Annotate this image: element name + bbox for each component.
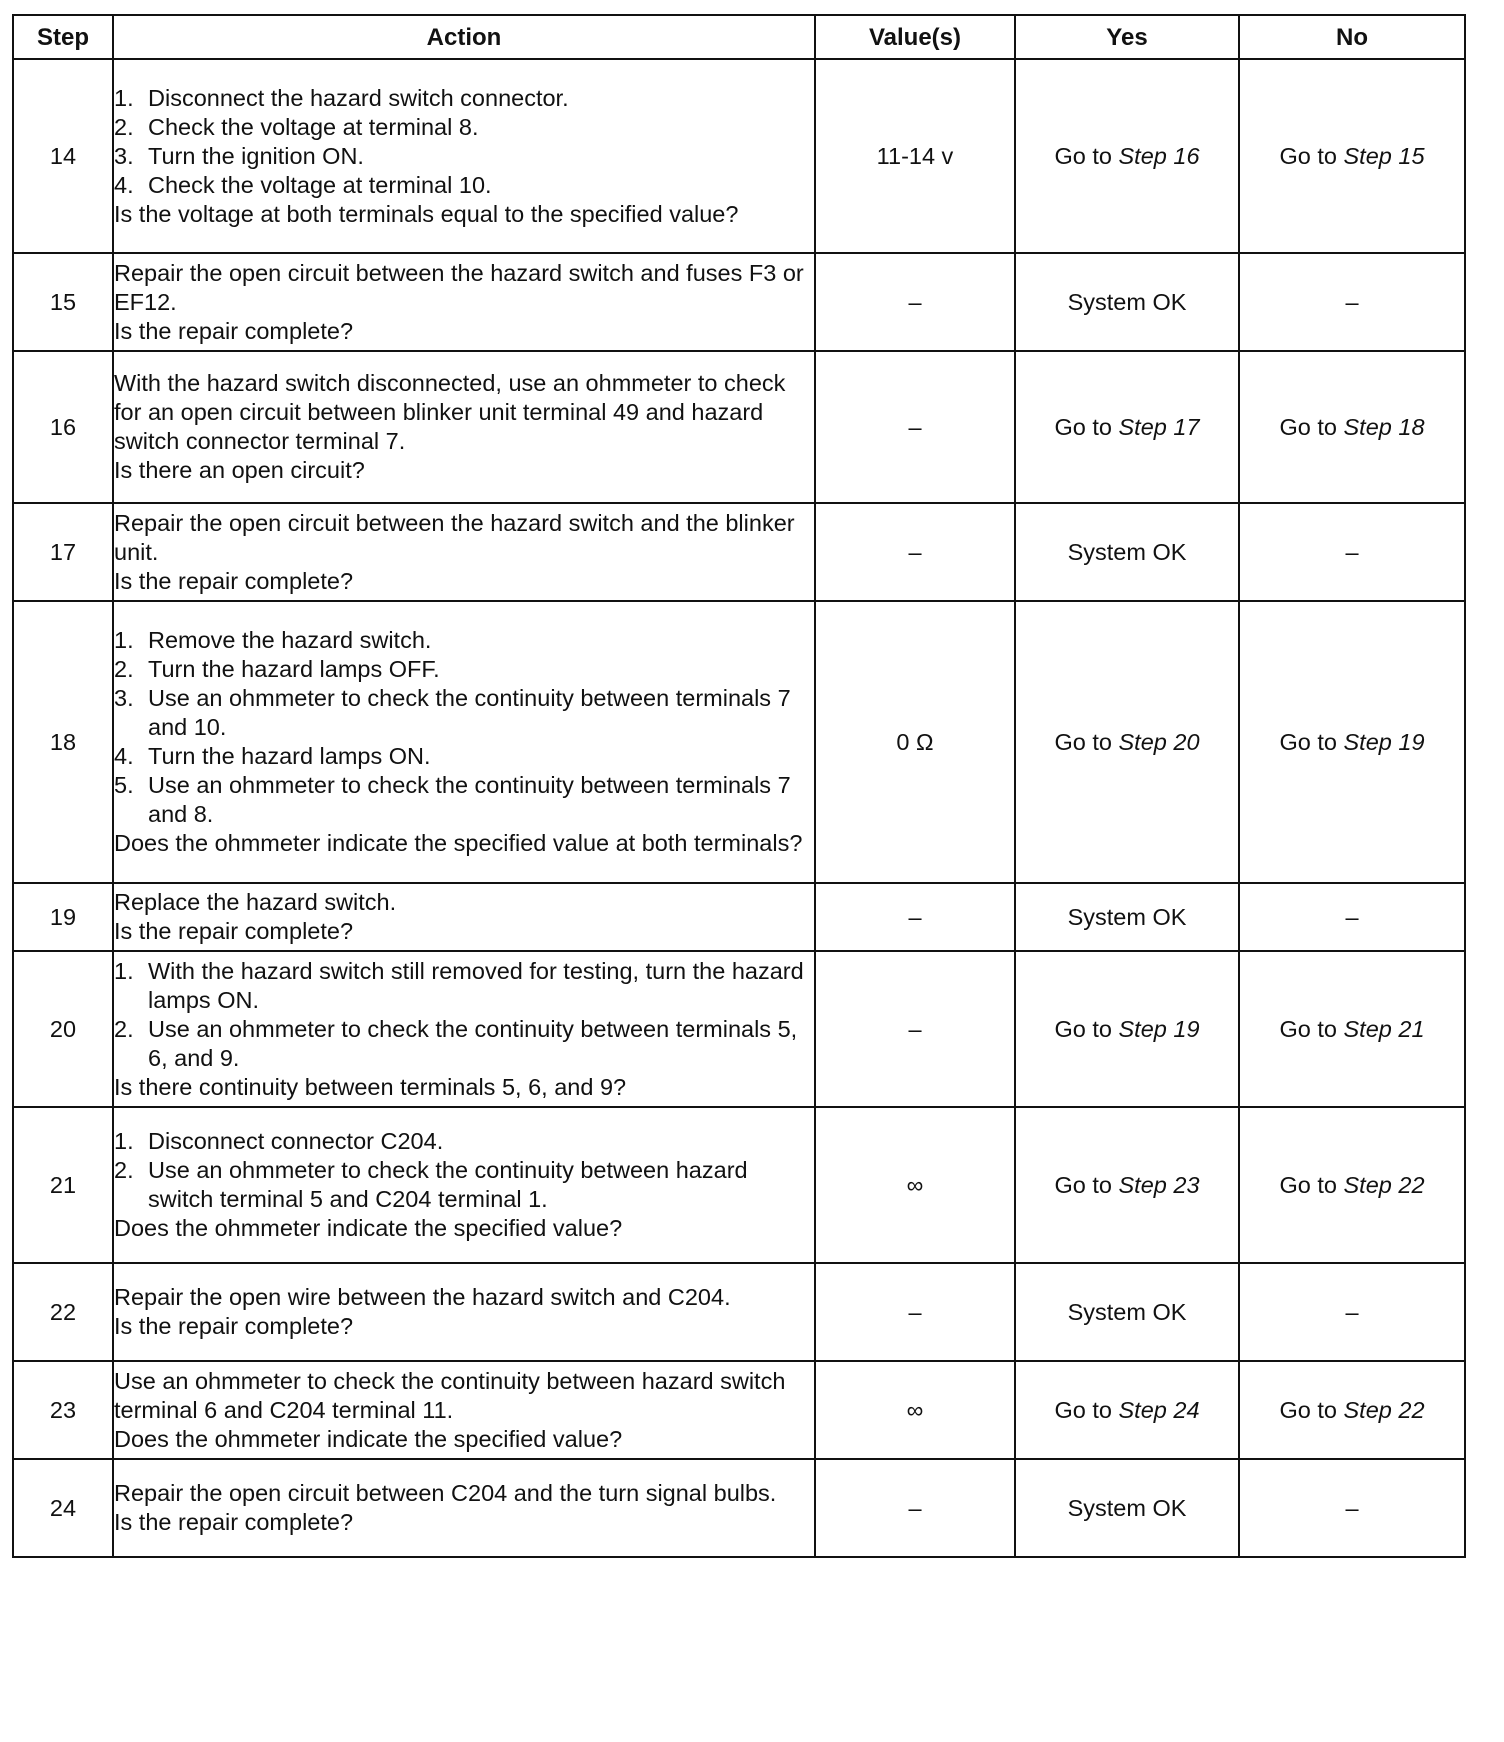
action-text: Use an ohmmeter to check the continuity between hazard switch terminal 6 and C204 terminal 11. xyxy=(114,1367,786,1423)
action-step-text: Remove the hazard switch. xyxy=(148,627,432,653)
value-cell: – xyxy=(815,253,1015,351)
value-cell: – xyxy=(815,351,1015,503)
table-row xyxy=(13,1361,1465,1459)
action-step xyxy=(114,771,814,829)
step-number: 23 xyxy=(13,1361,113,1459)
action-step-number: 2. xyxy=(114,1015,134,1042)
action-question: Does the ohmmeter indicate the specified value at both terminals? xyxy=(114,830,803,856)
goto-prefix: Go to xyxy=(1054,1171,1119,1198)
yes-step-link: Step 20 xyxy=(1118,728,1200,755)
step-number: 20 xyxy=(13,951,113,1107)
header-row xyxy=(13,15,1465,59)
no-cell xyxy=(1239,351,1465,503)
table-row xyxy=(13,503,1465,601)
action-step-text: Turn the hazard lamps ON. xyxy=(148,743,431,769)
table-row xyxy=(13,1459,1465,1557)
header-step: Step xyxy=(13,15,113,59)
action-step-number: 1. xyxy=(114,627,134,653)
action-text: Repair the open circuit between the hazard switch and fuses F3 or EF12. xyxy=(114,259,804,315)
action-cell xyxy=(113,351,815,503)
action-step-text: Use an ohmmeter to check the continuity between hazard switch terminal 5 and C204 terminal 1. xyxy=(148,1157,748,1212)
goto-prefix: Go to xyxy=(1054,413,1119,440)
action-step-text: Disconnect the hazard switch connector. xyxy=(148,84,569,111)
action-step xyxy=(114,113,814,142)
value-cell: 11-14 v xyxy=(815,59,1015,253)
yes-step-link: Step 17 xyxy=(1118,413,1200,440)
header-yes: Yes xyxy=(1015,15,1239,59)
action-cell xyxy=(113,1263,815,1361)
goto-prefix: Go to xyxy=(1279,1171,1344,1198)
action-step-number: 3. xyxy=(114,685,134,711)
yes-cell xyxy=(1015,1107,1239,1263)
action-question: Is the repair complete? xyxy=(114,1509,354,1535)
action-step-text: Use an ohmmeter to check the continuity between terminals 7 and 10. xyxy=(148,685,791,740)
header-action: Action xyxy=(113,15,815,59)
yes-result: System OK xyxy=(1067,288,1187,315)
yes-step-link: Step 23 xyxy=(1118,1171,1200,1198)
yes-step-link: Step 19 xyxy=(1118,1015,1200,1042)
table-row xyxy=(13,601,1465,883)
action-step-number: 2. xyxy=(114,656,134,682)
action-step xyxy=(114,84,814,113)
value-cell: – xyxy=(815,883,1015,951)
action-cell xyxy=(113,503,815,601)
action-step-text: With the hazard switch still removed for testing, turn the hazard lamps ON. xyxy=(148,957,804,1013)
action-step-number: 1. xyxy=(114,84,134,111)
action-step-text: Turn the ignition ON. xyxy=(148,142,364,169)
yes-cell xyxy=(1015,951,1239,1107)
value-cell: ∞ xyxy=(815,1361,1015,1459)
action-step-number: 2. xyxy=(114,113,134,140)
step-number: 19 xyxy=(13,883,113,951)
action-step-number: 3. xyxy=(114,142,134,169)
goto-prefix: Go to xyxy=(1054,728,1119,755)
yes-result: System OK xyxy=(1067,903,1187,930)
action-question: Is the repair complete? xyxy=(114,918,354,944)
goto-prefix: Go to xyxy=(1054,1396,1119,1423)
no-cell xyxy=(1239,883,1465,951)
value-cell: ∞ xyxy=(815,1107,1015,1263)
action-cell xyxy=(113,601,815,883)
goto-prefix: Go to xyxy=(1054,1015,1119,1042)
no-cell xyxy=(1239,1361,1465,1459)
action-text: Repair the open circuit between C204 and the turn signal bulbs. xyxy=(114,1480,777,1506)
value-cell: 0 Ω xyxy=(815,601,1015,883)
action-step xyxy=(114,1015,814,1073)
step-number: 16 xyxy=(13,351,113,503)
yes-cell xyxy=(1015,351,1239,503)
value-cell: – xyxy=(815,951,1015,1107)
action-cell xyxy=(113,1459,815,1557)
step-number: 21 xyxy=(13,1107,113,1263)
no-cell xyxy=(1239,1263,1465,1361)
action-step-number: 4. xyxy=(114,171,134,198)
action-cell xyxy=(113,1361,815,1459)
goto-prefix: Go to xyxy=(1279,142,1344,169)
action-step-number: 2. xyxy=(114,1157,134,1183)
no-cell xyxy=(1239,1459,1465,1557)
action-step-text: Disconnect connector C204. xyxy=(148,1128,444,1154)
step-number: 15 xyxy=(13,253,113,351)
no-cell xyxy=(1239,601,1465,883)
action-cell xyxy=(113,951,815,1107)
action-step-number: 1. xyxy=(114,1128,134,1154)
no-cell xyxy=(1239,503,1465,601)
table-row xyxy=(13,253,1465,351)
action-question: Is the repair complete? xyxy=(114,1313,354,1339)
yes-result: System OK xyxy=(1067,1298,1187,1325)
action-text: Repair the open wire between the hazard switch and C204. xyxy=(114,1284,731,1310)
action-step xyxy=(114,1156,814,1214)
action-step xyxy=(114,1127,814,1156)
step-number: 18 xyxy=(13,601,113,883)
header-no: No xyxy=(1239,15,1465,59)
yes-step-link: Step 24 xyxy=(1118,1396,1200,1423)
no-step-link: Step 19 xyxy=(1343,728,1425,755)
no-cell xyxy=(1239,951,1465,1107)
no-cell xyxy=(1239,1107,1465,1263)
action-cell xyxy=(113,253,815,351)
action-text: Replace the hazard switch. xyxy=(114,889,397,915)
no-cell xyxy=(1239,253,1465,351)
no-result: – xyxy=(1345,1298,1359,1325)
action-question: Is the repair complete? xyxy=(114,317,354,344)
yes-cell xyxy=(1015,1459,1239,1557)
action-step-text: Check the voltage at terminal 8. xyxy=(148,113,479,140)
step-number: 17 xyxy=(13,503,113,601)
no-result: – xyxy=(1345,538,1359,565)
yes-cell xyxy=(1015,883,1239,951)
action-step xyxy=(114,742,814,771)
action-step xyxy=(114,626,814,655)
goto-prefix: Go to xyxy=(1279,413,1344,440)
action-step xyxy=(114,655,814,684)
action-question: Is the repair complete? xyxy=(114,567,354,594)
action-step xyxy=(114,957,814,1015)
action-question: Is there an open circuit? xyxy=(114,457,365,483)
goto-prefix: Go to xyxy=(1279,1396,1344,1423)
no-result: – xyxy=(1345,903,1359,930)
goto-prefix: Go to xyxy=(1054,142,1119,169)
action-step-number: 5. xyxy=(114,772,134,798)
action-step xyxy=(114,142,814,171)
yes-cell xyxy=(1015,1361,1239,1459)
action-cell xyxy=(113,883,815,951)
action-text: Repair the open circuit between the hazard switch and the blinker unit. xyxy=(114,509,795,565)
yes-step-link: Step 16 xyxy=(1118,142,1200,169)
no-step-link: Step 18 xyxy=(1343,413,1425,440)
no-result: – xyxy=(1345,1494,1359,1521)
step-number: 22 xyxy=(13,1263,113,1361)
action-step-text: Turn the hazard lamps OFF. xyxy=(148,656,440,682)
yes-result: System OK xyxy=(1067,538,1187,565)
no-cell xyxy=(1239,59,1465,253)
step-number: 24 xyxy=(13,1459,113,1557)
table-row xyxy=(13,883,1465,951)
action-step-text: Use an ohmmeter to check the continuity between terminals 5, 6, and 9. xyxy=(148,1015,798,1071)
no-step-link: Step 22 xyxy=(1343,1171,1425,1198)
action-step xyxy=(114,684,814,742)
table-row xyxy=(13,1107,1465,1263)
table-row xyxy=(13,951,1465,1107)
yes-result: System OK xyxy=(1067,1494,1187,1521)
action-question: Is there continuity between terminals 5, 6, and 9? xyxy=(114,1073,627,1100)
yes-cell xyxy=(1015,59,1239,253)
action-question: Does the ohmmeter indicate the specified value? xyxy=(114,1425,623,1452)
action-cell xyxy=(113,1107,815,1263)
value-cell: – xyxy=(815,1263,1015,1361)
action-step-number: 4. xyxy=(114,743,134,769)
action-step xyxy=(114,171,814,200)
goto-prefix: Go to xyxy=(1279,1015,1344,1042)
diagnostic-table xyxy=(12,14,1466,1558)
goto-prefix: Go to xyxy=(1279,728,1344,755)
step-number: 14 xyxy=(13,59,113,253)
no-step-link: Step 21 xyxy=(1343,1015,1425,1042)
action-step-text: Use an ohmmeter to check the continuity between terminals 7 and 8. xyxy=(148,772,791,827)
yes-cell xyxy=(1015,1263,1239,1361)
action-question: Is the voltage at both terminals equal to the specified value? xyxy=(114,200,739,227)
yes-cell xyxy=(1015,503,1239,601)
action-step-number: 1. xyxy=(114,957,134,984)
table-row xyxy=(13,351,1465,503)
value-cell: – xyxy=(815,503,1015,601)
value-cell: – xyxy=(815,1459,1015,1557)
no-result: – xyxy=(1345,288,1359,315)
table-row xyxy=(13,1263,1465,1361)
action-question: Does the ohmmeter indicate the specified value? xyxy=(114,1215,623,1241)
action-text: With the hazard switch disconnected, use an ohmmeter to check for an open circuit between blinker unit terminal 49 and hazard switch connector terminal 7. xyxy=(114,370,786,454)
action-step-text: Check the voltage at terminal 10. xyxy=(148,171,492,198)
no-step-link: Step 22 xyxy=(1343,1396,1425,1423)
table-row xyxy=(13,59,1465,253)
no-step-link: Step 15 xyxy=(1343,142,1425,169)
action-cell xyxy=(113,59,815,253)
yes-cell xyxy=(1015,253,1239,351)
header-values: Value(s) xyxy=(815,15,1015,59)
yes-cell xyxy=(1015,601,1239,883)
